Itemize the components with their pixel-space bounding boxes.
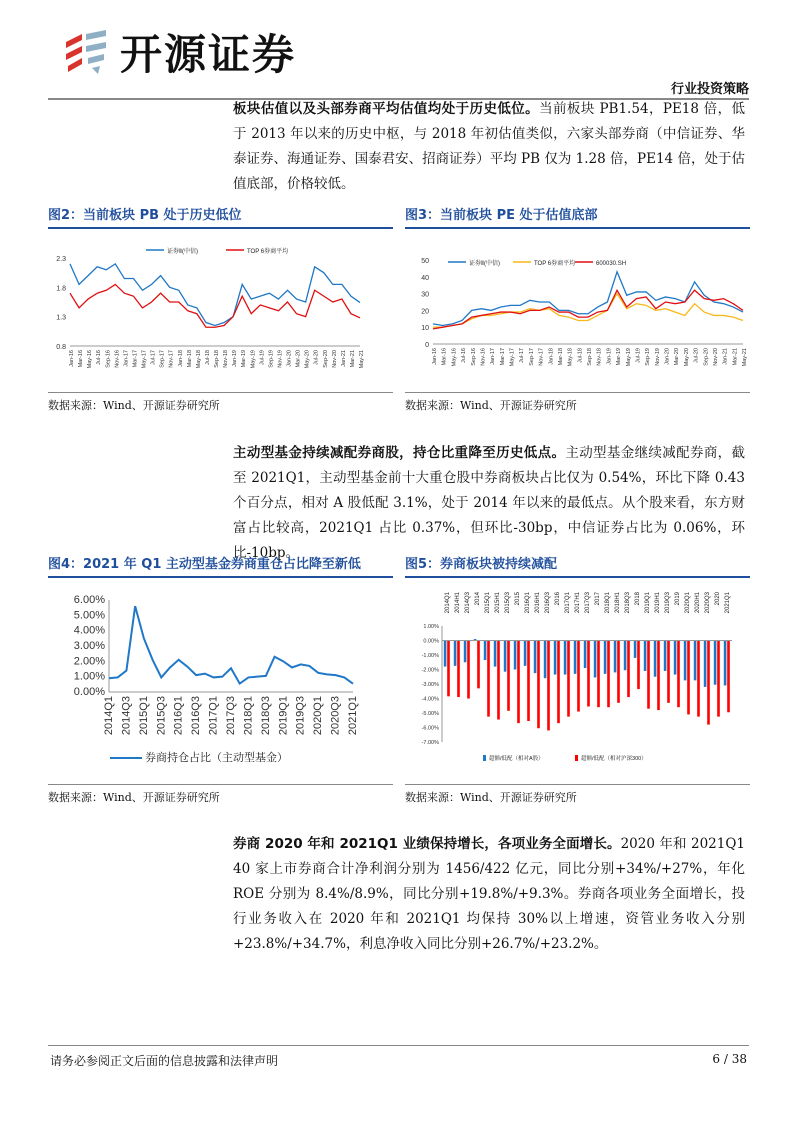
- x-tick-label: 2019: [675, 592, 681, 606]
- x-tick-label: 2016Q1: [525, 592, 531, 614]
- bar-0: [574, 641, 577, 674]
- bar-1: [527, 641, 530, 721]
- bar-0: [444, 641, 447, 667]
- x-tick-label: 2017Q1: [207, 696, 220, 736]
- bar-0: [704, 641, 707, 687]
- legend-label: 券商持仓占比（主动型基金）: [145, 752, 288, 764]
- bar-1: [727, 641, 730, 713]
- x-tick-label: Jul-18: [204, 350, 211, 365]
- bar-1: [677, 641, 680, 708]
- y-tick-label: -5.00%: [421, 711, 439, 717]
- x-tick-label: 2017Q1: [565, 592, 571, 614]
- x-tick-label: Jul-20: [313, 350, 320, 365]
- paragraph-body: 2020 年和 2021Q1 40 家上市券商合计净利润分别为 1456/422 亿元，同比分别+34%/+27%，年化 ROE 分别为 8.4%/8.9%，同比分别+19.8%/+9.3%。券商各项业务全面增长，投行业务收入在 2020 年和 2021Q1 均保持 30%以上增速，资管业务收入分别+23.8%/+34.7%，利息净收入同比分别+26.7%/+23.2%。: [233, 836, 745, 952]
- x-tick-label: Jan-19: [606, 348, 613, 365]
- x-tick-label: 2019Q3: [294, 696, 307, 736]
- y-tick-label: 3.00%: [73, 640, 105, 652]
- bar-0: [484, 641, 487, 661]
- x-tick-label: 2017H1: [575, 592, 581, 614]
- x-tick-label: Mar-18: [186, 350, 193, 368]
- bar-1: [537, 641, 540, 729]
- x-tick-label: Sep-17: [528, 348, 535, 366]
- x-tick-label: Nov-18: [223, 350, 230, 368]
- y-tick-label: 1.00%: [423, 624, 439, 630]
- bar-0: [684, 641, 687, 681]
- x-tick-label: 2021Q1: [725, 592, 731, 614]
- x-tick-label: Jul-16: [96, 350, 103, 365]
- x-tick-label: Nov-16: [480, 348, 487, 366]
- legend-label: 超额/低配（相对沪深300）: [581, 756, 647, 762]
- x-tick-label: 2020H1: [695, 592, 701, 614]
- x-tick-label: Sep-19: [268, 350, 275, 368]
- y-tick-label: -2.00%: [421, 667, 439, 674]
- series-line-0: [109, 606, 353, 684]
- y-tick-label: 1.8: [56, 285, 66, 293]
- bar-1: [617, 641, 620, 703]
- bar-0: [624, 641, 627, 671]
- bar-0: [594, 641, 597, 678]
- footer-disclaimer: 请务必参阅正文后面的信息披露和法律声明: [50, 1054, 279, 1068]
- x-tick-label: Jul-17: [519, 348, 526, 363]
- bar-0: [464, 641, 467, 663]
- bar-1: [447, 641, 450, 697]
- y-tick-label: 0.00%: [73, 686, 105, 698]
- bar-1: [637, 641, 640, 690]
- x-tick-label: Jan-18: [177, 350, 184, 367]
- bar-0: [514, 641, 517, 670]
- x-tick-label: 2019H1: [655, 592, 661, 614]
- figure-2-title: 图2：当前板块 PB 处于历史低位: [48, 204, 393, 229]
- x-tick-label: Jan-19: [232, 350, 239, 367]
- x-tick-label: 2017Q3: [225, 696, 237, 736]
- bar-0: [524, 641, 527, 666]
- page-number: 6 / 38: [712, 1052, 747, 1066]
- x-tick-label: Mar-21: [349, 350, 356, 368]
- bar-0: [604, 641, 607, 674]
- figure-2-source: 数据来源：Wind、开源证券研究所: [48, 392, 393, 413]
- bar-0: [494, 641, 497, 667]
- paragraph-lead: 券商 2020 年和 2021Q1 业绩保持增长，各项业务全面增长。: [233, 836, 621, 852]
- x-tick-label: Sep-16: [470, 348, 477, 366]
- y-tick-label: 40: [421, 274, 429, 282]
- legend-label: 证券Ⅱ(中信): [167, 249, 198, 255]
- legend-label: TOP 6券商平均: [247, 249, 289, 255]
- x-tick-label: Mar-19: [241, 350, 248, 368]
- bar-0: [674, 641, 677, 675]
- y-tick-label: -6.00%: [421, 725, 439, 732]
- figure-5-source: 数据来源：Wind、开源证券研究所: [405, 784, 750, 805]
- x-tick-label: 2021Q1: [347, 696, 359, 736]
- x-tick-label: Jul-19: [259, 350, 266, 365]
- x-tick-label: Jan-16: [69, 350, 75, 367]
- legend-label: 超额/低配（相对A股）: [489, 756, 544, 762]
- x-tick-label: 2015Q1: [137, 696, 150, 736]
- bar-0: [564, 641, 567, 675]
- x-tick-label: Jan-20: [286, 350, 293, 367]
- x-tick-label: 2016Q3: [190, 696, 203, 736]
- logo-mark-icon: [62, 28, 112, 76]
- y-tick-label: -7.00%: [421, 740, 439, 746]
- legend-label: 证券Ⅱ(中信): [469, 261, 500, 267]
- x-tick-label: Sep-17: [159, 350, 166, 368]
- legend-swatch: [575, 755, 578, 761]
- x-tick-label: 2016H1: [535, 592, 541, 614]
- bar-1: [697, 641, 700, 717]
- x-tick-label: May-19: [625, 348, 632, 367]
- bar-0: [694, 641, 697, 681]
- y-tick-label: 20: [421, 308, 429, 316]
- x-tick-label: 2020: [715, 592, 721, 606]
- x-tick-label: Jan-20: [664, 348, 671, 365]
- figure-4-title: 图4：2021 年 Q1 主动型基金券商重仓占比降至新低: [48, 553, 393, 578]
- x-tick-label: Jul-17: [150, 350, 157, 365]
- x-tick-label: Sep-18: [214, 350, 220, 368]
- x-tick-label: 2018Q1: [242, 696, 255, 736]
- figure-3-title: 图3：当前板块 PE 处于估值底部: [405, 204, 750, 229]
- y-tick-label: 1.00%: [73, 670, 105, 683]
- x-tick-label: 2019Q1: [645, 592, 651, 614]
- bar-0: [544, 641, 547, 679]
- x-tick-label: Mar-20: [674, 348, 681, 366]
- x-tick-label: 2018: [635, 592, 641, 606]
- x-tick-label: Mar-18: [557, 348, 564, 366]
- bar-1: [597, 641, 600, 708]
- bar-1: [567, 641, 570, 717]
- x-tick-label: 2015Q3: [155, 696, 168, 736]
- x-tick-label: Sep-18: [587, 348, 593, 366]
- bar-0: [724, 641, 727, 686]
- y-tick-label: 0.8: [56, 344, 66, 351]
- bar-1: [487, 641, 490, 717]
- x-tick-label: Jan-21: [722, 348, 729, 365]
- brand-logo: [62, 22, 296, 82]
- x-tick-label: 2015: [515, 592, 521, 606]
- bar-1: [577, 641, 580, 712]
- x-tick-label: May-18: [567, 348, 574, 367]
- x-tick-label: 2014Q1: [445, 592, 451, 614]
- bar-1: [517, 641, 520, 724]
- x-tick-label: Nov-16: [114, 350, 121, 368]
- x-tick-label: May-21: [359, 350, 365, 369]
- y-tick-label: -3.00%: [421, 682, 439, 688]
- x-tick-label: 2018H1: [615, 592, 621, 614]
- y-tick-label: 2.3: [56, 256, 66, 263]
- paragraph-lead: 主动型基金持续减配券商股，持仓比重降至历史低点。: [233, 445, 566, 461]
- x-tick-label: 2020Q1: [685, 592, 691, 614]
- bar-0: [644, 641, 647, 671]
- bar-1: [687, 641, 690, 715]
- bar-0: [454, 641, 457, 666]
- x-tick-label: Nov-17: [538, 348, 545, 366]
- bar-1: [497, 641, 500, 720]
- y-tick-label: 50: [421, 258, 429, 265]
- x-tick-label: Mar-21: [732, 348, 739, 366]
- fund-holding-line-chart: [48, 584, 393, 776]
- x-tick-label: 2014Q1: [103, 696, 115, 736]
- x-tick-label: Nov-19: [277, 350, 284, 368]
- x-tick-label: Jan-17: [123, 350, 130, 367]
- x-tick-label: Sep-19: [645, 348, 652, 366]
- bar-0: [664, 641, 667, 671]
- x-tick-label: Sep-20: [703, 348, 710, 366]
- x-tick-label: May-16: [87, 350, 94, 369]
- bar-0: [584, 641, 587, 669]
- x-tick-label: Nov-17: [168, 350, 175, 368]
- x-tick-label: 2016: [555, 592, 561, 606]
- x-tick-label: Jul-18: [577, 348, 584, 363]
- x-tick-label: Jan-17: [490, 348, 497, 365]
- x-tick-label: May-20: [683, 348, 690, 367]
- bar-1: [647, 641, 650, 709]
- underweight-bar-chart: [405, 584, 750, 776]
- x-tick-label: 2015Q3: [505, 592, 511, 614]
- x-tick-label: 2016Q1: [172, 696, 185, 736]
- x-tick-label: Jan-16: [432, 348, 438, 365]
- x-tick-label: May-17: [509, 348, 516, 367]
- x-tick-label: Mar-16: [78, 350, 85, 368]
- x-tick-label: 2017: [595, 592, 601, 606]
- bar-1: [467, 641, 470, 699]
- bar-1: [667, 641, 670, 703]
- x-tick-label: Mar-19: [616, 348, 623, 366]
- x-tick-label: 2019Q1: [277, 696, 290, 736]
- legend-swatch: [483, 755, 486, 761]
- bar-1: [547, 641, 550, 731]
- paragraph-earnings: [233, 832, 745, 957]
- x-tick-label: Sep-20: [322, 350, 329, 368]
- x-tick-label: 2014: [475, 592, 481, 606]
- bar-1: [507, 641, 510, 711]
- x-tick-label: 2019Q3: [665, 592, 671, 614]
- bar-0: [714, 641, 717, 685]
- x-tick-label: Mar-20: [295, 350, 302, 368]
- x-tick-label: Jul-16: [461, 348, 468, 363]
- x-tick-label: May-18: [195, 350, 202, 369]
- x-tick-label: Jan-21: [340, 350, 347, 367]
- x-tick-label: Nov-20: [331, 350, 338, 368]
- bar-0: [634, 641, 637, 658]
- bar-0: [614, 641, 617, 673]
- x-tick-label: 2020Q1: [312, 696, 325, 736]
- bar-1: [457, 641, 460, 698]
- series-line-1: [433, 294, 743, 328]
- footer-divider: [48, 1045, 749, 1046]
- bar-1: [707, 641, 710, 725]
- paragraph-body: 主动型基金继续减配券商，截至 2021Q1，主动型基金前十大重仓股中券商板块占比仅为 0.54%，环比下降 0.43 个百分点，相对 A 股低配 3.1%，处于 2014 年以来的最低点。从个股来看，东方财富占比较高，2021Q1 占比 0.37%，但环比-30bp，中信证券占比为 0.06%，环比-10bp。: [233, 445, 746, 561]
- bar-1: [627, 641, 630, 698]
- x-tick-label: Mar-17: [132, 350, 139, 368]
- y-tick-label: 5.00%: [73, 609, 105, 622]
- x-tick-label: 2014Q3: [465, 592, 471, 614]
- pb-line-chart: [48, 234, 393, 384]
- x-tick-label: Jan-18: [548, 348, 555, 365]
- legend-label: 600030.SH: [596, 261, 627, 267]
- bar-1: [657, 641, 660, 711]
- y-tick-label: 6.00%: [73, 594, 105, 606]
- series-line-1: [70, 284, 360, 327]
- x-tick-label: 2014Q3: [120, 696, 133, 736]
- x-tick-label: Sep-16: [105, 350, 112, 368]
- legend-label: TOP 6券商平均: [534, 261, 576, 267]
- y-tick-label: -1.00%: [421, 653, 439, 659]
- x-tick-label: 2020Q3: [705, 592, 711, 614]
- x-tick-label: May-20: [304, 350, 311, 369]
- bar-0: [554, 641, 557, 675]
- x-tick-label: 2018Q3: [259, 696, 272, 736]
- bar-1: [607, 641, 610, 708]
- bar-0: [654, 641, 657, 677]
- x-tick-label: 2014H1: [455, 592, 461, 614]
- paragraph-fund-holdings: [233, 441, 745, 566]
- figure-3-source: 数据来源：Wind、开源证券研究所: [405, 392, 750, 413]
- pe-line-chart: [405, 234, 750, 384]
- x-tick-label: 2016Q3: [545, 592, 551, 614]
- bar-0: [534, 641, 537, 674]
- x-tick-label: 2018Q3: [625, 592, 631, 614]
- paragraph-valuation: [233, 97, 745, 197]
- bar-0: [504, 641, 507, 672]
- x-tick-label: Mar-16: [441, 348, 448, 366]
- y-tick-label: 1.3: [56, 314, 66, 322]
- paragraph-body: 当前板块 PB1.54，PE18 倍，低于 2013 年以来的历史中枢，与 2018 年初估值类似，六家头部券商（中信证券、华泰证券、海通证券、国泰君安、招商证券）平均 PB 仅为 1.28 倍，PE14 倍，处于估值底部，价格较低。: [233, 101, 746, 192]
- x-tick-label: Nov-18: [596, 348, 603, 366]
- x-tick-label: Nov-19: [654, 348, 661, 366]
- bar-1: [477, 641, 480, 689]
- x-tick-label: 2020Q3: [329, 696, 342, 736]
- x-tick-label: May-17: [141, 350, 148, 369]
- bar-1: [587, 641, 590, 707]
- x-tick-label: May-21: [742, 348, 748, 367]
- x-tick-label: 2018Q1: [605, 592, 611, 614]
- y-tick-label: 10: [421, 325, 429, 333]
- x-tick-label: 2017Q3: [585, 592, 591, 614]
- y-tick-label: 30: [421, 291, 429, 299]
- x-tick-label: May-19: [250, 350, 257, 369]
- bar-1: [717, 641, 720, 717]
- y-tick-label: 4.00%: [73, 624, 105, 637]
- figure-4-source: 数据来源：Wind、开源证券研究所: [48, 784, 393, 805]
- bar-1: [557, 641, 560, 724]
- x-tick-label: Jul-20: [693, 348, 700, 363]
- x-tick-label: Nov-20: [712, 348, 719, 366]
- x-tick-label: 2015Q1: [485, 592, 491, 614]
- y-tick-label: -4.00%: [421, 696, 439, 703]
- x-tick-label: 2015H1: [495, 592, 501, 614]
- figure-5-title: 图5：券商板块被持续减配: [405, 553, 750, 578]
- x-tick-label: May-16: [451, 348, 458, 367]
- x-tick-label: Jul-19: [635, 348, 642, 363]
- x-tick-label: Mar-17: [499, 348, 506, 366]
- series-line-0: [70, 264, 360, 326]
- document-type: 行业投资策略: [670, 82, 749, 97]
- y-tick-label: 0: [425, 342, 429, 349]
- paragraph-lead: 板块估值以及头部券商平均估值均处于历史低位。: [233, 101, 540, 117]
- y-tick-label: 0.00%: [423, 638, 439, 645]
- logo-text: 开源证券: [120, 30, 297, 79]
- y-tick-label: 2.00%: [73, 655, 105, 668]
